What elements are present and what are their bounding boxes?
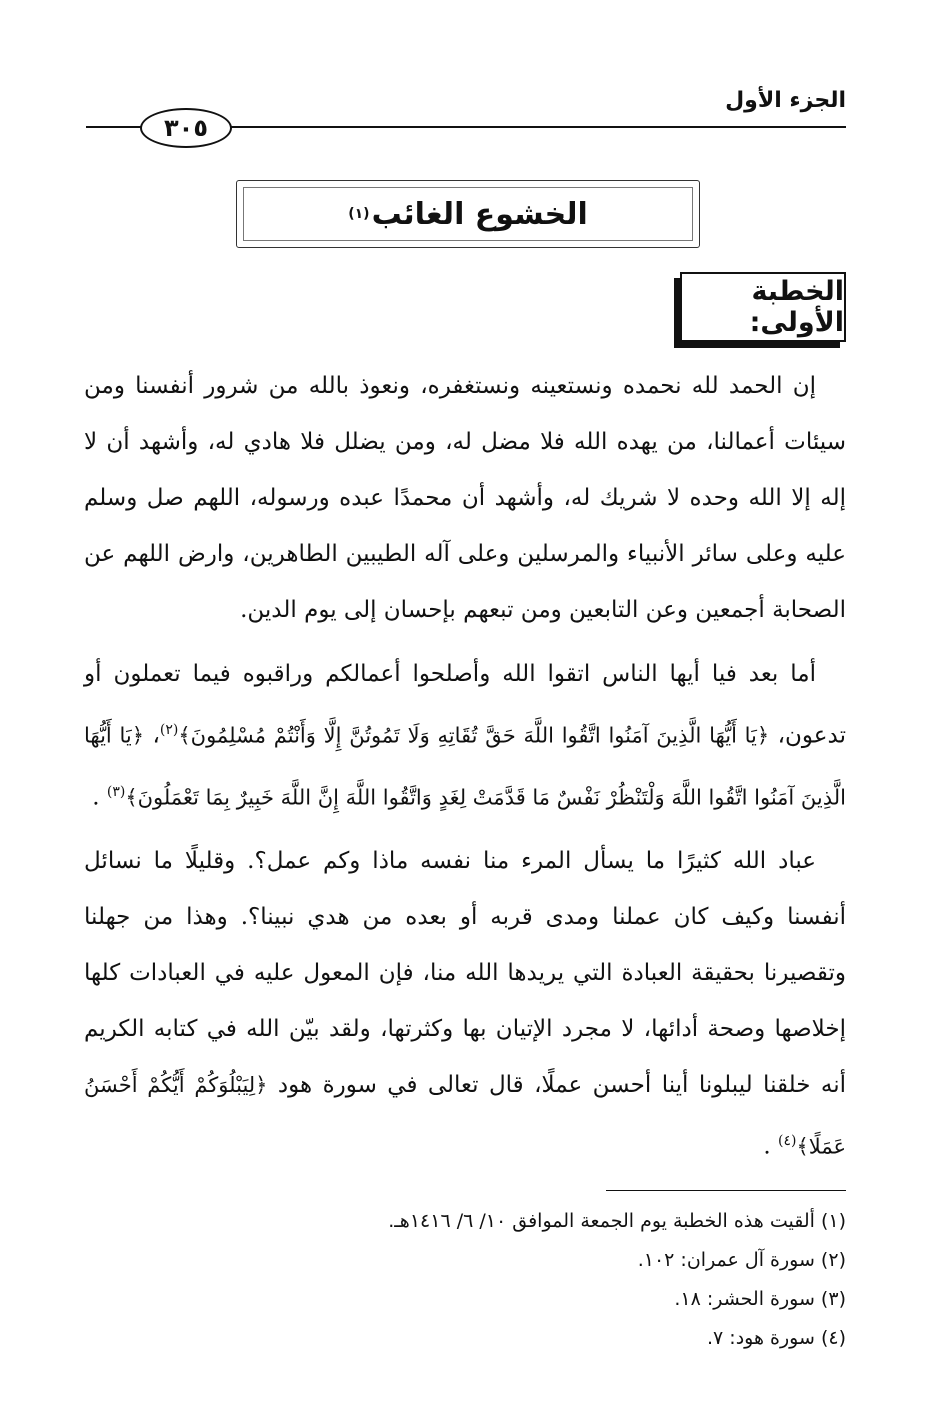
footnote-item: (٤) سورة هود: ٧. [707,1327,846,1349]
footnote-ref-3: (٣) [106,783,126,800]
body-text [84,358,846,1183]
chapter-title [237,181,699,247]
quran-verse-hud: ﴿لِيَبْلُوَكُمْ أَيُّكُمْ أَحْسَنُ عَمَلًا﴾ [84,1073,846,1159]
chapter-title-frame [236,180,700,248]
footnote-item: (٣) سورة الحشر: ١٨. [674,1288,846,1310]
section-heading: الخطبة الأولى: [680,272,846,342]
separator-comma: ، [144,722,160,749]
footnote-item: (٢) سورة آل عمران: ١٠٢. [637,1249,846,1271]
paragraph-worship-text: عباد الله كثيرًا ما يسأل المرء منا نفسه ماذا وكم عمل؟. وقليلًا ما نسائل أنفسنا وكيف كان عملنا ومدى قربه أو بعده من هدي نبينا؟. وهذا من جهلنا وتقصيرنا بحقيقة العبادة التي يريدها الله منا، فإن المعول عليه في العبادات كلها إخلاصها وصحة أدائها، لا مجرد الإتيان بها وكثرتها، ولقد بيّن الله في كتابه الكريم أنه خلقنا ليبلونا أينا أحسن عملًا، قال تعالى في سورة هود [84,848,847,1099]
footnote-separator [606,1190,846,1191]
quran-verse-al-imran: ﴿يَا أَيُّهَا الَّذِينَ آمَنُوا اتَّقُوا اللَّهَ حَقَّ تُقَاتِهِ وَلَا تَمُوتُنَّ إِلَّا وَأَنْتُمْ مُسْلِمُونَ﴾ [178,723,770,748]
page-number-badge: ٣٠٥ [140,108,232,148]
chapter-title-footnote-marker: (١) [348,206,370,222]
footnotes [84,1202,846,1358]
paragraph-opening-praise: إن الحمد لله نحمده ونستعينه ونستغفره، ونعوذ بالله من شرور أنفسنا ومن سيئات أعمالنا، من يهده الله فلا مضل له، ومن يضلل فلا هادي له، وأشهد أن لا إله إلا الله وحده لا شريك له، وأشهد أن محمدًا عبده ورسوله، اللهم صل وسلم عليه وعلى سائر الأنبياء والمرسلين وعلى آله الطيبين الطاهرين، وارض اللهم عن الصحابة أجمعين وعن التابعين ومن تبعهم بإحسان إلى يوم الدين. [84,373,846,623]
chapter-title-text: الخشوع الغائب [371,196,588,232]
quran-verse-al-hashr: ﴿يَا أَيُّهَا الَّذِينَ آمَنُوا اتَّقُوا اللَّهَ وَلْتَنْظُرْ نَفْسٌ مَا قَدَّمَتْ لِغَدٍ وَاتَّقُوا اللَّهَ إِنَّ اللَّهَ خَبِيرٌ بِمَا تَعْمَلُونَ﴾ [84,723,846,810]
footnote-ref-2: (٢) [159,722,179,738]
paragraph-worship-reflection [84,833,846,1175]
footnote-item: (١) ألقيت هذه الخطبة يوم الجمعة الموافق ١٠/ ٦/ ١٤١٦هـ. [388,1210,846,1232]
paragraph-exhortation [84,646,846,825]
paragraph-exhortation-end: . [92,784,107,811]
footnote-ref-4: (٤) [778,1133,797,1150]
running-header-title: الجزء الأول [725,88,846,113]
paragraph-exhortation-intro: أما بعد فيا أيها الناس اتقوا الله وأصلحوا أعمالكم وراقبوه فيما تعملون أو تدعون، [84,661,847,749]
paragraph-worship-end: . [763,1133,779,1160]
